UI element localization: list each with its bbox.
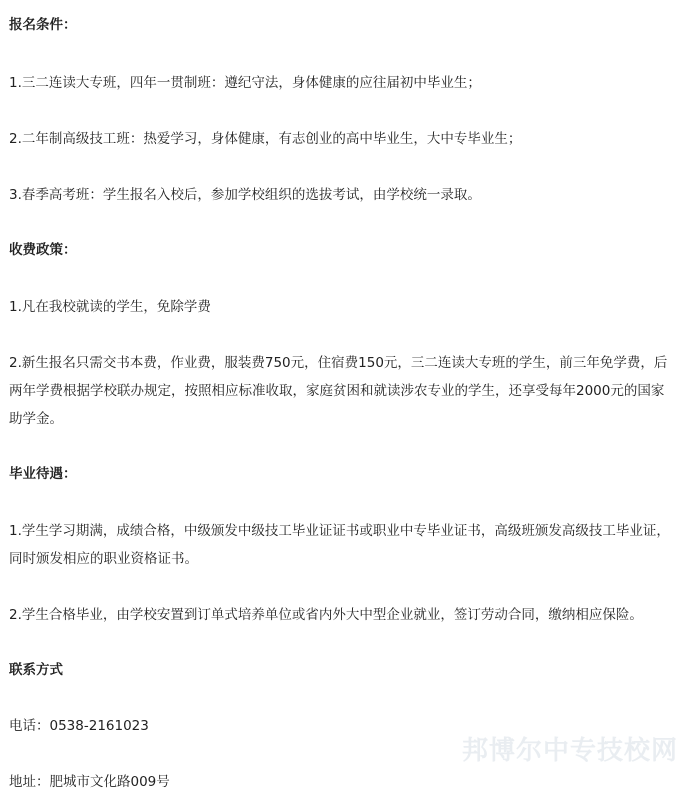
fees-heading: 收费政策： bbox=[9, 242, 77, 258]
enrollment-item-1: 1.三二连读大专班，四年一贯制班：遵纪守法，身体健康的应往届初中毕业生； bbox=[9, 75, 481, 91]
contact-phone: 电话：0538-2161023 bbox=[9, 718, 149, 734]
contact-heading: 联系方式 bbox=[9, 662, 63, 678]
enrollment-item-3: 3.春季高考班：学生报名入校后，参加学校组织的选拔考试，由学校统一录取。 bbox=[9, 187, 481, 203]
enrollment-item-2: 2.二年制高级技工班：热爱学习，身体健康，有志创业的高中毕业生，大中专毕业生； bbox=[9, 131, 522, 147]
fees-item-1: 1.凡在我校就读的学生，免除学费 bbox=[9, 299, 211, 315]
graduation-item-1: 1.学生学习期满，成绩合格，中级颁发中级技工毕业证证书或职业中专毕业证书，高级班颁发高级技工毕业证，同时颁发相应的职业资格证书。 bbox=[9, 523, 670, 567]
enrollment-heading: 报名条件： bbox=[9, 17, 77, 33]
graduation-heading: 毕业待遇： bbox=[9, 466, 77, 482]
site-watermark: 邦博尔中专技校网 bbox=[462, 736, 679, 766]
contact-address: 地址：肥城市文化路009号 bbox=[9, 774, 170, 790]
graduation-item-2: 2.学生合格毕业，由学校安置到订单式培养单位或省内外大中型企业就业，签订劳动合同，缴纳相应保险。 bbox=[9, 607, 643, 623]
fees-item-2: 2.新生报名只需交书本费，作业费，服装费750元，住宿费150元，三二连读大专班的学生，前三年免学费，后两年学费根据学校联办规定，按照相应标准收取，家庭贫困和就读涉农专业的学生，还享受每年2000元的国家助学金。 bbox=[9, 355, 668, 427]
